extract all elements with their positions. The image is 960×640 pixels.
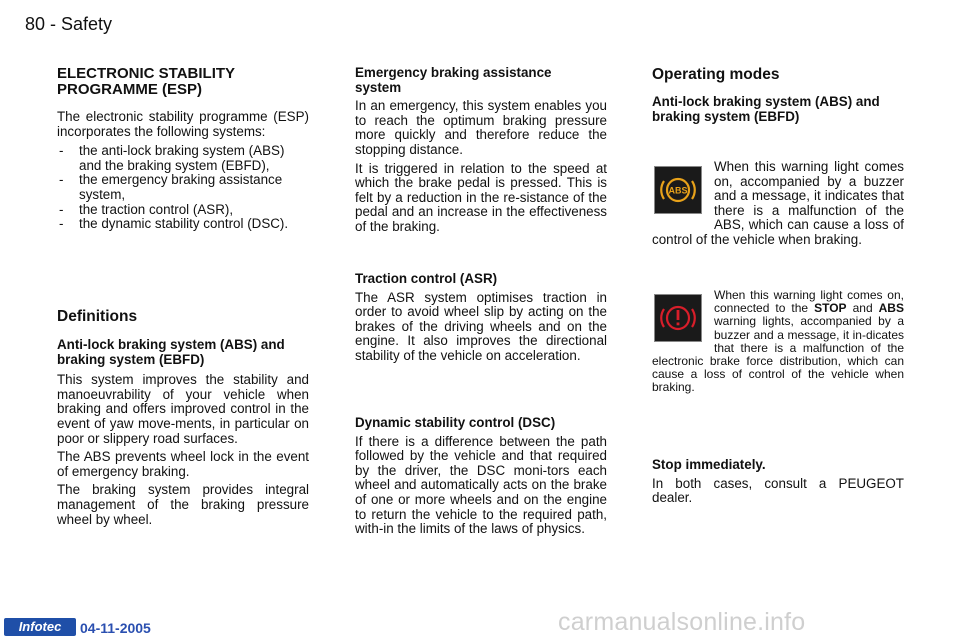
emergency-braking-section <box>355 66 607 235</box>
abs-modes-heading: Anti-lock braking system (ABS) and braking system (EBFD) <box>652 94 880 124</box>
list-item: - the emergency braking assistance system, <box>57 173 309 202</box>
list-item: - the traction control (ASR), <box>57 203 309 218</box>
footer-date: 04-11-2005 <box>80 620 151 636</box>
abs-label: ABS <box>878 301 904 316</box>
dsc-p1: If there is a difference between the path followed by the vehicle and that required by the driver, the DSC moni-tors each wheel and automatically acts on the brake of one or more wheels and on the engine to return the vehicle to the required path, with-in the limits of the laws of physics. <box>355 433 607 537</box>
column-esp <box>57 66 309 232</box>
stop-text: In both cases, consult a PEUGEOT dealer. <box>652 475 904 506</box>
and-label: and <box>852 301 873 316</box>
page-label: 80 - Safety <box>25 14 113 34</box>
abs-icon-label: ABS <box>668 185 688 196</box>
list-item: - the anti-lock braking system (ABS) and the braking system (EBFD), <box>57 144 309 173</box>
brake-warning-text-b: warning lights, accompanied by a buzzer and a message, it in-dicates that there is a malfunction of the electronic brake force distribution, which can cause a loss of control of the vehicle when braking. <box>652 314 904 395</box>
stop-heading: Stop immediately. <box>652 457 766 472</box>
watermark: carmanualsonline.info <box>558 608 806 636</box>
abs-definition-p1: This system improves the stability and manoeuvrability of your vehicle when braking and offers improved control in the event of yaw move-ments, in particular on poor or slippery road surfaces. <box>57 372 309 446</box>
abs-definition-heading: Anti-lock braking system (ABS) and braking system (EBFD) <box>57 337 285 367</box>
operating-modes-heading: Operating modes <box>652 66 780 83</box>
stop-label: STOP <box>814 301 847 316</box>
definitions-section <box>57 308 309 527</box>
eba-heading: Emergency braking assistance system <box>355 65 552 95</box>
asr-p1: The ASR system optimises traction in order to avoid wheel slip by acting on the brakes of the driving wheels and on the engine. It also improves the directional stability of the vehicle on acceleration. <box>355 289 607 363</box>
abs-definition-p2: The ABS prevents wheel lock in the event of emergency braking. <box>57 449 309 479</box>
operating-modes-section <box>652 66 904 124</box>
eba-p1: In an emergency, this system enables you to reach the optimum braking pressure more quickly and therefore reduce the stopping distance. <box>355 98 607 157</box>
systems-list <box>57 144 309 232</box>
list-item: - the dynamic stability control (DSC). <box>57 217 309 232</box>
brake-warning-paragraph <box>652 289 904 395</box>
esp-title: ELECTRONIC STABILITY PROGRAMME (ESP) <box>57 65 235 98</box>
abs-warning-text: When this warning light comes on, accompanied by a buzzer and a message, it indicates that there is a malfunction of the ABS, which can cause a loss of control of the vehicle when braking. <box>652 159 904 247</box>
dsc-heading: Dynamic stability control (DSC) <box>355 415 556 430</box>
asr-section <box>355 272 607 364</box>
eba-p2: It is triggered in relation to the speed at which the brake pedal is pressed. This is felt by a reduction in the re-sistance of the pedal and an increase in the effectiveness of the braking. <box>355 160 607 234</box>
esp-intro: The electronic stability programme (ESP) incorporates the following systems: <box>57 109 309 139</box>
brake-warning-text-a: When this warning light comes on, connected to the <box>714 288 904 316</box>
abs-definition-p3: The braking system provides integral management of the braking pressure wheel by wheel. <box>57 482 309 527</box>
definitions-heading: Definitions <box>57 308 138 325</box>
asr-heading: Traction control (ASR) <box>355 271 498 286</box>
stop-section <box>652 458 904 506</box>
abs-warning-paragraph <box>652 160 904 248</box>
infotec-logo: Infotec <box>4 618 76 636</box>
dsc-section <box>355 416 607 537</box>
